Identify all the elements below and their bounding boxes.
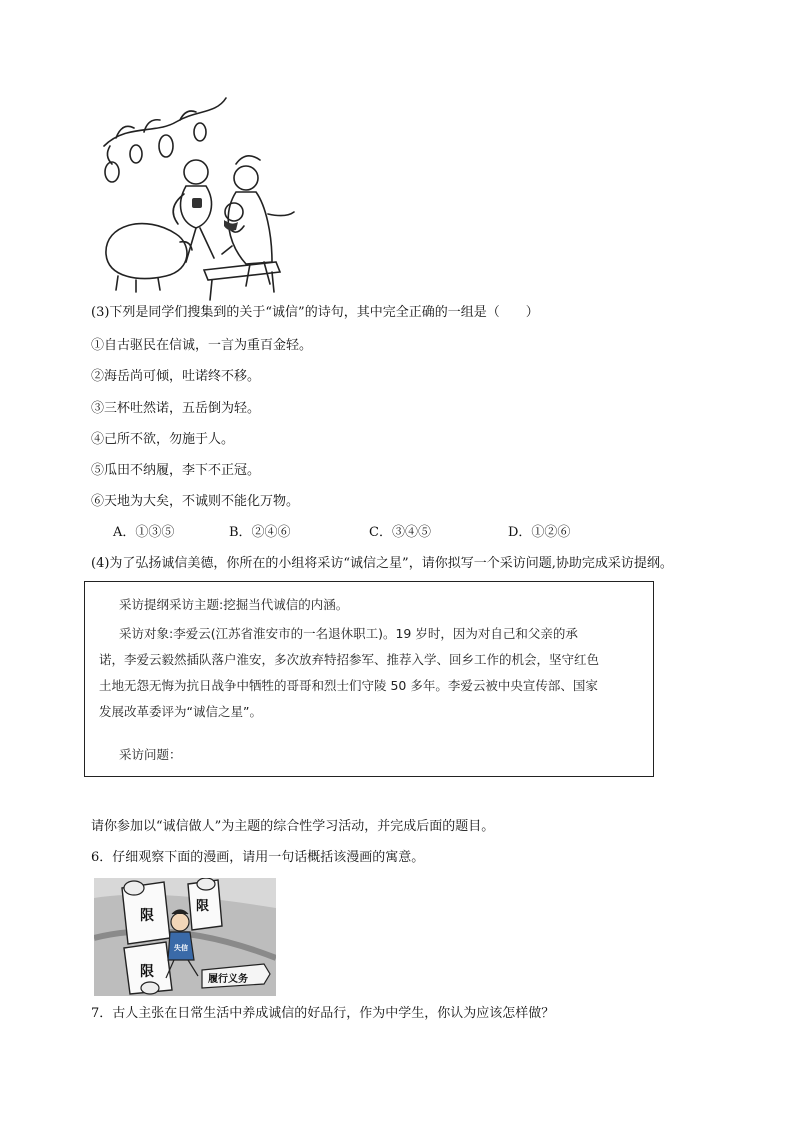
story-illustration <box>96 94 312 308</box>
q3-stem: (3)下列是同学们搜集到的关于“诚信”的诗句，其中完全正确的一组是（ ） <box>91 305 539 320</box>
interview-theme: 采访提纲采访主题:挖掘当代诚信的内涵。 <box>119 597 349 612</box>
cartoon-label-2: 限 <box>196 899 210 914</box>
option-d[interactable]: D．①②⑥ <box>508 525 571 540</box>
cartoon-label-4: 失信 <box>174 944 188 952</box>
poem-item-4: ④己所不欲，勿施于人。 <box>91 432 235 447</box>
cartoon-label-3: 限 <box>140 964 154 980</box>
cartoon-label-1: 限 <box>140 908 154 924</box>
interview-object-line-1: 采访对象:李爱云(江苏省淮安市的一名退休职工)。19 岁时，因为对自己和父亲的承 <box>119 626 578 641</box>
poem-item-3: ③三杯吐然诺，五岳倒为轻。 <box>91 401 261 416</box>
q6-stem: 6．仔细观察下面的漫画，请用一句话概括该漫画的寓意。 <box>91 850 425 865</box>
option-c[interactable]: C．③④⑤ <box>369 525 431 540</box>
q7-stem: 7．古人主张在日常生活中养成诚信的好品行，作为中学生，你认为应该怎样做？ <box>91 1006 555 1021</box>
interview-object-line-2: 诺，李爱云毅然插队落户淮安，多次放弃特招参军、推荐入学、回乡工作的机会，坚守红色 <box>99 652 600 667</box>
option-a[interactable]: A．①③⑤ <box>113 525 175 540</box>
activity-intro: 请你参加以“诚信做人”为主题的综合性学习活动，并完成后面的题目。 <box>91 819 495 834</box>
q3-options <box>113 524 633 542</box>
interview-question-label: 采访问题： <box>119 747 182 762</box>
option-b[interactable]: B．②④⑥ <box>229 525 291 540</box>
interview-object-line-4: 发展改革委评为“诚信之星”。 <box>99 704 262 719</box>
interview-outline-box <box>84 581 654 777</box>
poem-item-2: ②海岳尚可倾，吐诺终不移。 <box>91 369 261 384</box>
poem-item-6: ⑥天地为大矣，不诚则不能化万物。 <box>91 494 300 509</box>
poem-item-5: ⑤瓜田不纳履，李下不正冠。 <box>91 463 261 478</box>
cartoon-label-5: 履行义务 <box>208 974 248 985</box>
cartoon-image <box>94 878 276 996</box>
q4-stem: (4)为了弘扬诚信美德，你所在的小组将采访“诚信之星”，请你拟写一个采访问题,协助完成采访提纲。 <box>91 556 673 571</box>
poem-item-1: ①自古驱民在信诚，一言为重百金轻。 <box>91 338 313 353</box>
interview-object-line-3: 土地无怨无悔为抗日战争中牺牲的哥哥和烈士们守陵 50 多年。李爱云被中央宣传部、国家 <box>99 678 598 693</box>
